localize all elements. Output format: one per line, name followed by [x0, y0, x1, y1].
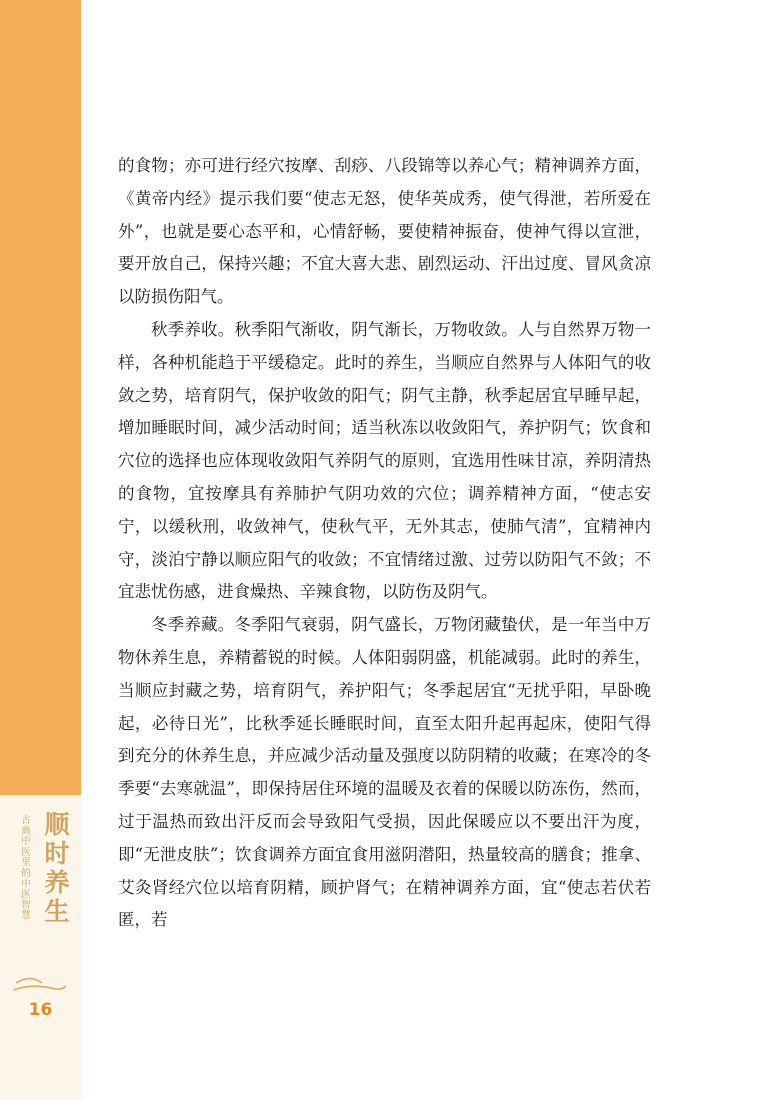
subtitle-char: 慧: [21, 910, 31, 922]
subtitle-char: 典: [21, 825, 31, 837]
book-subtitle: [18, 816, 34, 922]
title-char: 时: [44, 839, 70, 868]
title-char: 养: [44, 868, 70, 897]
paragraph-autumn: 秋季养收。秋季阳气渐收，阴气渐长，万物收敛。人与自然界万物一样，各种机能趋于平缓稳定。此时的养生，当顺应自然界与人体阳气的收敛之势，培育阴气，保护收敛的阳气；阴气主静，秋季起居宜早睡早起，增加睡眠时间，减少活动时间；适当秋冻以收敛阳气，养护阴气；饮食和穴位的选择也应体现收敛阳气养阴气的原则，宜选用性味甘凉，养阴清热的食物，宜按摩具有养肺护气阴功效的穴位；调养精神方面，“使志安宁，以缓秋刑，收敛神气，使秋气平，无外其志，使肺气清”，宜精神内守，淡泊宁静以顺应阳气的收敛；不宜情绪过激、过劳以防阳气不敛；不宜悲忧伤感，进食燥热、辛辣食物，以防伤及阴气。: [118, 319, 651, 602]
subtitle-char: 古: [21, 815, 31, 826]
subtitle-char: 的: [21, 867, 31, 879]
title-char: 生: [44, 897, 70, 926]
wave-ornament-icon: [12, 975, 68, 997]
paragraph-winter: 冬季养藏。冬季阳气衰弱，阴气盛长，万物闭藏蛰伏，是一年当中万物休养生息，养精蓄锐的时候。人体阳弱阴盛，机能减弱。此时的养生，当顺应封藏之势，培育阴气，养护阳气；冬季起居宜“无扰乎阳，早卧晚起，必待日光”，比秋季延长睡眠时间，直至太阳升起再起床，使阳气得到充分的休养生息，并应减少活动量及强度以防阴精的收藏；在寒冷的冬季要“去寒就温”，即保持居住环境的温暖及衣着的保暖以防冻伤，然而，过于温热而致出汗反而会导致阳气受损，因此保暖应以不要出汗为度，即“无泄皮肤”；饮食调养方面宜食用滋阴潜阳，热量较高的膳食；推拿、艾灸肾经穴位以培育阴精，顾护肾气；在精神调养方面，宜“使志若伏若匿，若: [118, 615, 651, 930]
book-title-logo: [8, 810, 74, 970]
paragraph-continued: 的食物；亦可进行经穴按摩、刮痧、八段锦等以养心气；精神调养方面，《黄帝内经》提示我们要“使志无怒，使华英成秀，使气得泄，若所爱在外”，也就是要心态平和，心情舒畅，要使精神振奋，使神气得以宣泄，要开放自己，保持兴趣；不宜大喜大悲、剧烈运动、汗出过度、冒风贪凉以防损伤阳气。: [118, 156, 651, 307]
page-body: [118, 150, 651, 937]
subtitle-char: 中: [21, 878, 31, 890]
subtitle-char: 医: [21, 889, 31, 901]
title-char: 顺: [44, 810, 70, 839]
subtitle-char: 医: [21, 846, 31, 858]
subtitle-char: 智: [21, 899, 31, 911]
book-title: [44, 810, 70, 926]
subtitle-char: 中: [21, 836, 31, 848]
page-number: 16: [28, 1000, 53, 1020]
subtitle-char: 里: [21, 857, 31, 869]
